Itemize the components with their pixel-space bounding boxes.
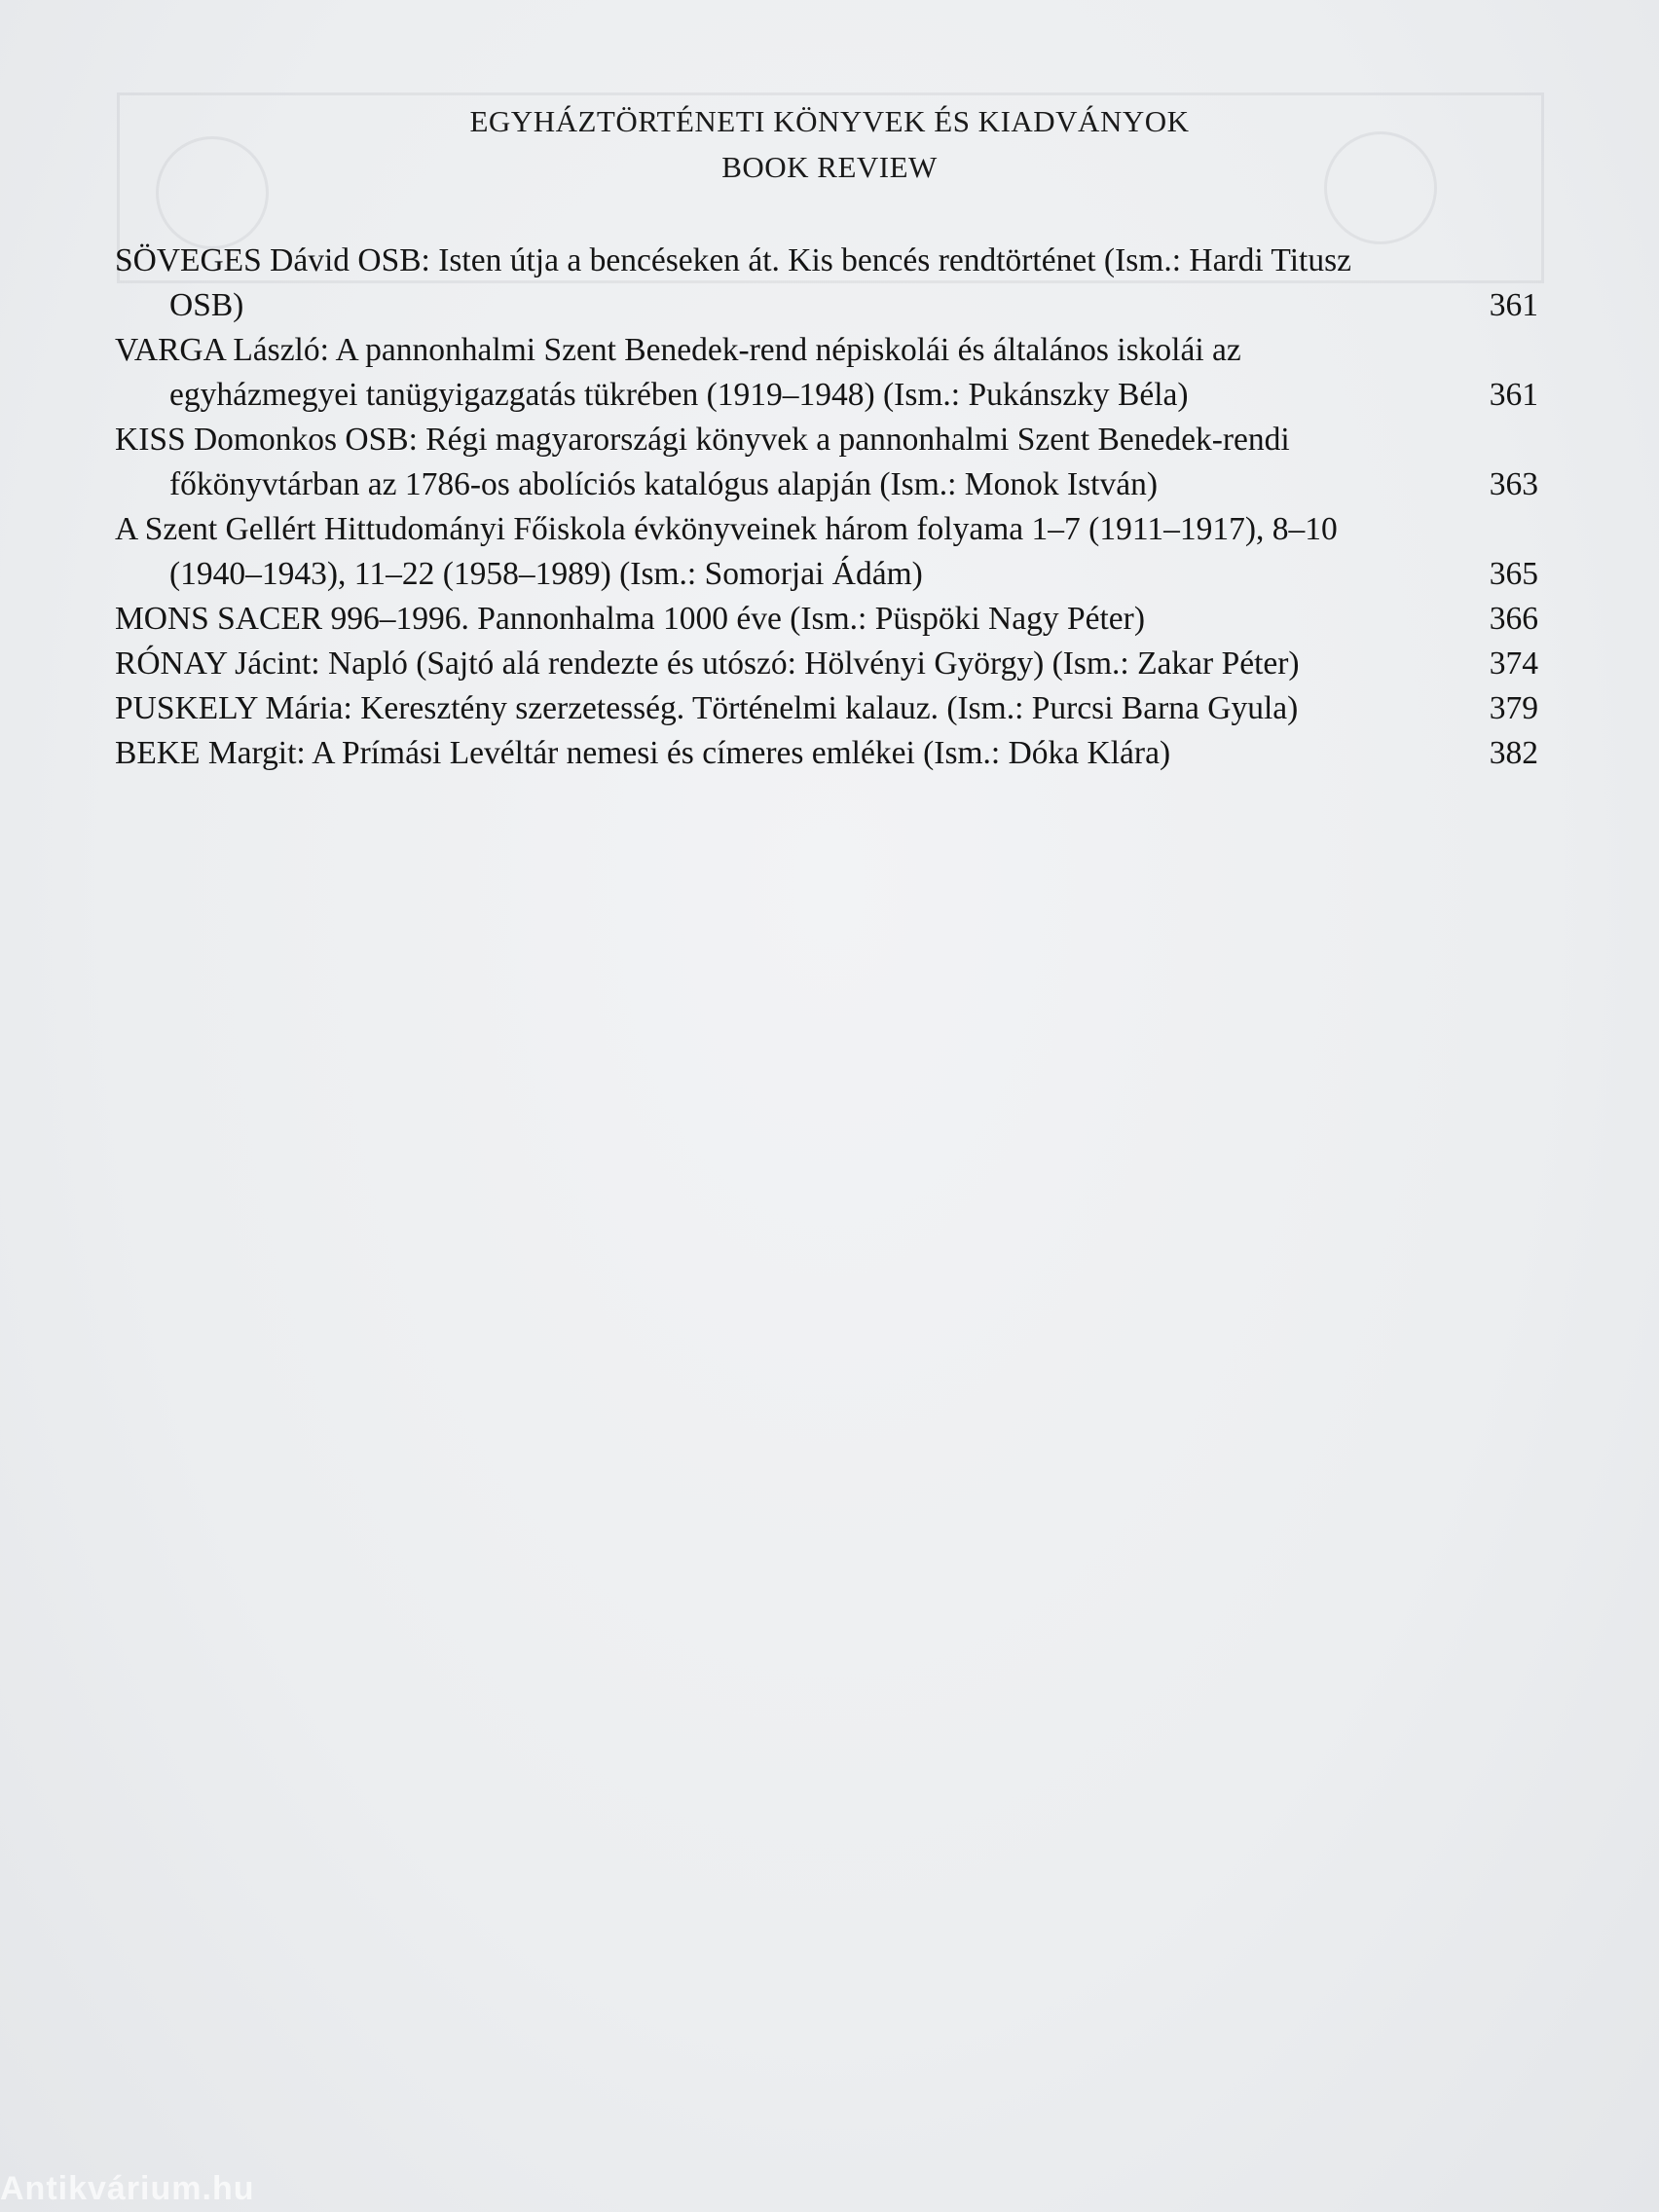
entry-text: RÓNAY Jácint: Napló (Sajtó alá rendezte és utószó: Hölvényi György) (Ism.: Zakar Péter) bbox=[115, 645, 1300, 682]
watermark-logo: Antikvárium.hu bbox=[0, 2170, 255, 2207]
section-title: EGYHÁZTÖRTÉNETI KÖNYVEK ÉS KIADVÁNYOK bbox=[469, 104, 1190, 138]
entry-text: BEKE Margit: A Prímási Levéltár nemesi és címeres emlékei (Ism.: Dóka Klára) bbox=[115, 735, 1171, 771]
review-entry bbox=[115, 239, 1538, 328]
entry-page-number: 361 bbox=[1489, 287, 1538, 323]
entry-page-number: 382 bbox=[1489, 735, 1538, 771]
review-entry bbox=[115, 597, 1538, 642]
entry-page-number: 363 bbox=[1489, 466, 1538, 502]
entry-text: SÖVEGES Dávid OSB: Isten útja a bencéseken át. Kis bencés rendtörténet (Ism.: Hardi Titusz OSB) bbox=[115, 242, 1351, 323]
review-entry bbox=[115, 731, 1538, 776]
review-entry bbox=[115, 418, 1538, 507]
entry-text: A Szent Gellért Hittudományi Főiskola évkönyveinek három folyama 1–7 (1911–1917), 8–10 (1940–1943), 11–22 (1958–1989) (Ism.: Somorjai Ádám) bbox=[115, 511, 1338, 592]
review-entry bbox=[115, 642, 1538, 686]
entry-page-number: 379 bbox=[1489, 690, 1538, 726]
section-subtitle: BOOK REVIEW bbox=[721, 150, 938, 184]
entry-text: PUSKELY Mária: Keresztény szerzetesség. Történelmi kalauz. (Ism.: Purcsi Barna Gyula) bbox=[115, 690, 1299, 726]
entry-text: MONS SACER 996–1996. Pannonhalma 1000 éve (Ism.: Püspöki Nagy Péter) bbox=[115, 601, 1145, 637]
review-entry bbox=[115, 686, 1538, 731]
entry-text: VARGA László: A pannonhalmi Szent Benedek-rend népiskolái és általános iskolái az egyházmegyei tanügyigazgatás tükrében (1919–1948) (Ism.: Pukánszky Béla) bbox=[115, 332, 1241, 413]
entry-page-number: 361 bbox=[1489, 377, 1538, 413]
entry-text: KISS Domonkos OSB: Régi magyarországi könyvek a pannonhalmi Szent Benedek-rendi főkönyvtárban az 1786-os abolíciós katalógus alapján (Ism.: Monok István) bbox=[115, 422, 1290, 502]
review-entry bbox=[115, 328, 1538, 418]
entry-page-number: 365 bbox=[1489, 556, 1538, 592]
review-list bbox=[115, 239, 1538, 776]
bleed-through-seal-right bbox=[1324, 131, 1437, 244]
entry-page-number: 374 bbox=[1489, 645, 1538, 682]
entry-page-number: 366 bbox=[1489, 601, 1538, 637]
review-entry bbox=[115, 507, 1538, 597]
